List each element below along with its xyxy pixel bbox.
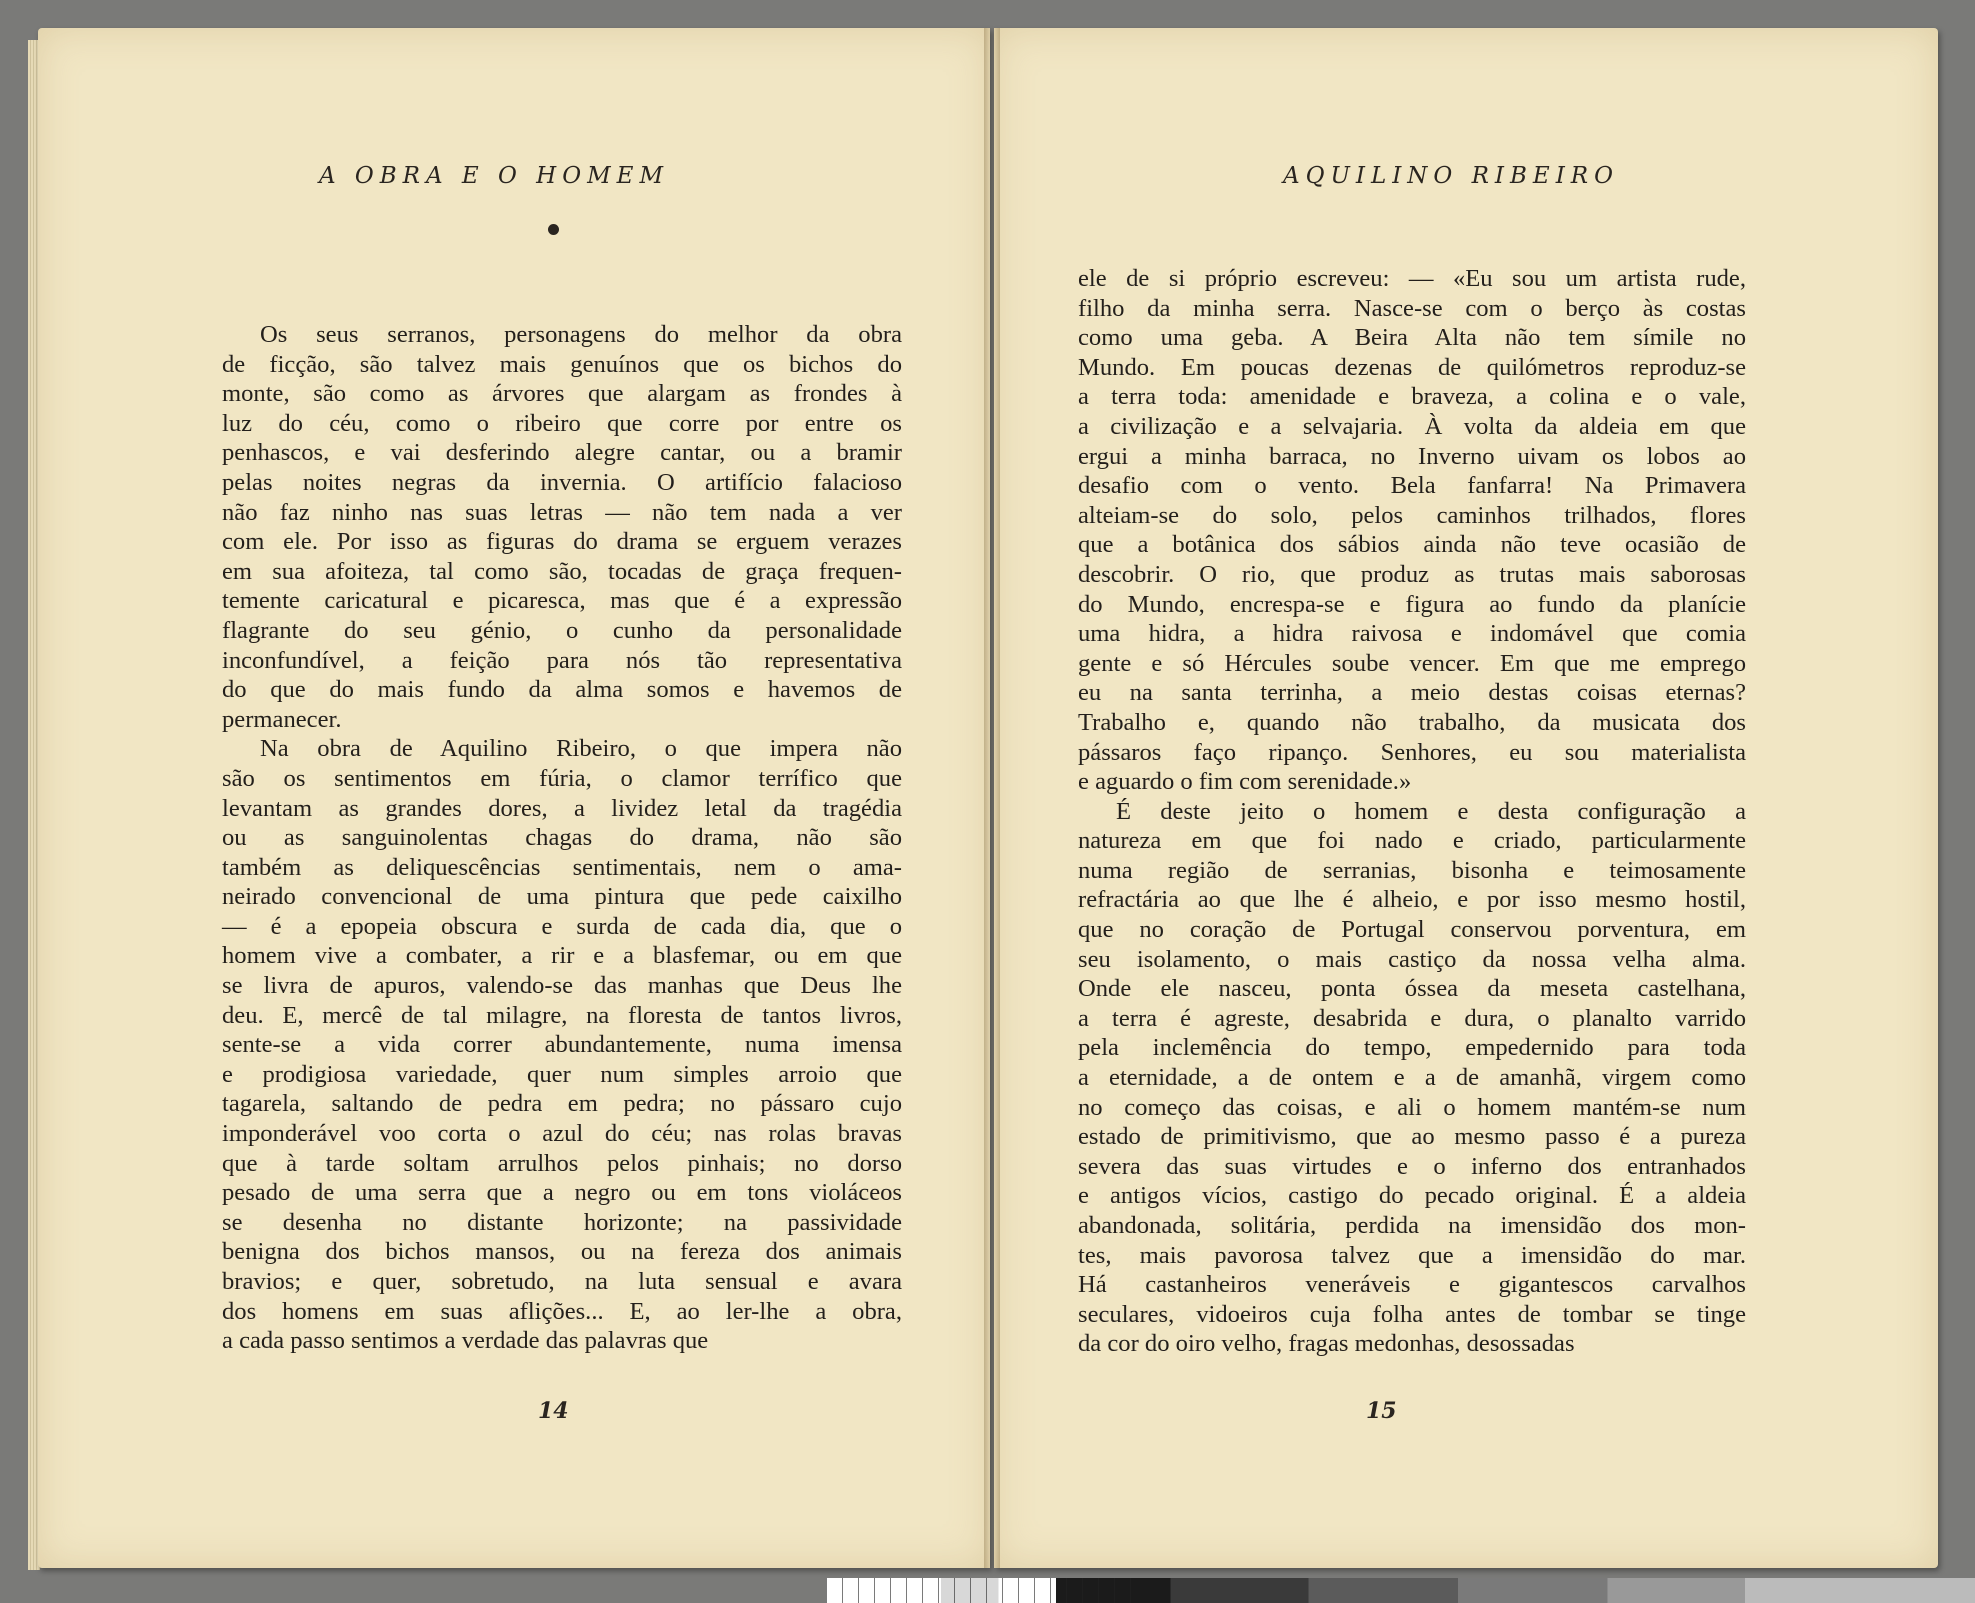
text-line: desafio com o vento. Bela fanfarra! Na Primavera — [1078, 472, 1746, 500]
text-line: com ele. Por isso as figuras do drama se erguem verazes — [222, 528, 902, 556]
text-line: gente e só Hércules soube vencer. Em que me emprego — [1078, 649, 1746, 677]
text-line: Trabalho e, quando não trabalho, da musicata dos — [1078, 708, 1746, 736]
text-line: ele de si próprio escreveu: — «Eu sou um artista rude, — [1078, 265, 1746, 292]
text-line: levantam as grandes dores, a lividez letal da tragédia — [222, 794, 902, 822]
left-page-number: 14 — [538, 1398, 569, 1424]
text-line: que no coração de Portugal conservou porventura, em — [1078, 916, 1746, 944]
text-line: que à tarde soltam arrulhos pelos pinhais; no dorso — [222, 1149, 902, 1177]
text-line: do Mundo, encrespa-se e figura ao fundo da planície — [1078, 590, 1746, 618]
text-line: — é a epopeia obscura e surda de cada dia, que o — [222, 912, 902, 940]
text-line: numa região de serranias, bisonha e teimosamente — [1078, 856, 1746, 884]
text-line: homem vive a combater, a rir e a blasfemar, ou em que — [222, 942, 902, 970]
text-line: ou as sanguinolentas chagas do drama, não são — [222, 824, 902, 852]
text-line: pelas noites negras da invernia. O artifício falacioso — [222, 468, 902, 496]
right-body-text — [1078, 264, 1746, 1359]
text-line: abandonada, solitária, perdida na imensidão dos mon- — [1078, 1212, 1746, 1239]
text-line: não faz ninho nas suas letras — não tem nada a ver — [222, 498, 902, 526]
text-line: filho da minha serra. Nasce-se com o berço às costas — [1078, 294, 1746, 322]
text-line: É deste jeito o homem e desta configuração a — [1116, 797, 1746, 825]
text-line: da cor do oiro velho, fragas medonhas, desossadas — [1078, 1330, 1575, 1358]
text-line: de ficção, são talvez mais genuínos que os bichos do — [222, 350, 902, 378]
text-line: são os sentimentos em fúria, o clamor terrífico que — [222, 764, 902, 792]
text-line: a terra toda: amenidade e braveza, a colina e o vale, — [1078, 383, 1746, 411]
text-line: refractária ao que lhe é alheio, e por isso mesmo hostil, — [1078, 886, 1746, 914]
text-line: estado de primitivismo, que ao mesmo passo é a pureza — [1078, 1123, 1746, 1151]
text-line: que a botânica dos sábios ainda não teve ocasião de — [1078, 531, 1746, 559]
right-page — [994, 28, 1938, 1568]
left-body-text — [222, 320, 902, 1356]
text-line: a eternidade, a de ontem e a de amanhã, virgem como — [1078, 1064, 1746, 1092]
text-line: seculares, vidoeiros cuja folha antes de tombar se tinge — [1078, 1300, 1746, 1328]
text-line: monte, são como as árvores que alargam as frondes à — [222, 380, 902, 408]
text-line: natureza em que foi nado e criado, particularmente — [1078, 827, 1746, 855]
text-line: severa das suas virtudes e o inferno dos entranhados — [1078, 1152, 1746, 1180]
text-line: Na obra de Aquilino Ribeiro, o que impera não — [260, 735, 902, 763]
text-line: imponderável voo corta o azul do céu; nas rolas bravas — [222, 1120, 902, 1148]
text-line: seu isolamento, o mais castiço da nossa velha alma. — [1078, 945, 1746, 973]
text-line: uma hidra, a hidra raivosa e indomável que comia — [1078, 620, 1746, 648]
text-line: bravios; e quer, sobretudo, na luta sensual e avara — [222, 1268, 902, 1295]
text-line: luz do céu, como o ribeiro que corre por entre os — [222, 409, 902, 437]
text-line: penhascos, e vai desferindo alegre cantar, ou a bramir — [222, 439, 902, 467]
right-page-number: 15 — [1366, 1398, 1397, 1424]
text-line: em sua afoiteza, tal como são, tocadas de graça frequen- — [222, 557, 902, 585]
text-line: a civilização e a selvajaria. À volta da aldeia em que — [1078, 412, 1746, 440]
text-line: tagarela, saltando de pedra em pedra; no pássaro cujo — [222, 1090, 902, 1118]
left-running-head: A OBRA E O HOMEM — [319, 163, 669, 189]
text-line: se livra de apuros, valendo-se das manhas que Deus lhe — [222, 972, 902, 1000]
text-line: a terra é agreste, desabrida e dura, o planalto varrido — [1078, 1004, 1746, 1032]
text-line: também as deliquescências sentimentais, nem o ama- — [222, 853, 902, 881]
gutter — [984, 28, 1000, 1568]
text-line: permanecer. — [222, 705, 342, 733]
text-line: eu na santa terrinha, a meio destas coisas eternas? — [1078, 679, 1746, 707]
ornament-dot — [548, 224, 559, 235]
text-line: Onde ele nasceu, ponta óssea da meseta castelhana, — [1078, 975, 1746, 1003]
text-line: no começo das coisas, e ali o homem mantém-se num — [1078, 1093, 1746, 1121]
text-line: e aguardo o fim com serenidade.» — [1078, 768, 1412, 796]
text-line: descobrir. O rio, que produz as trutas mais saborosas — [1078, 560, 1746, 588]
text-line: pesado de uma serra que a negro ou em tons violáceos — [222, 1179, 902, 1207]
text-line: do que do mais fundo da alma somos e havemos de — [222, 676, 902, 704]
text-line: benigna dos bichos mansos, ou na fereza dos animais — [222, 1238, 902, 1266]
text-line: ergui a minha barraca, no Inverno uivam os lobos ao — [1078, 442, 1746, 470]
text-line: dos homens em suas aflições... E, ao ler-lhe a obra, — [222, 1297, 902, 1325]
text-line: flagrante do seu génio, o cunho da personalidade — [222, 616, 902, 644]
text-line: Mundo. Em poucas dezenas de quilómetros reproduz-se — [1078, 353, 1746, 381]
text-line: temente caricatural e picaresca, mas que é a expressão — [222, 587, 902, 615]
text-line: pássaros faço ripanço. Senhores, eu sou materialista — [1078, 738, 1746, 766]
text-line: Há castanheiros veneráveis e gigantescos carvalhos — [1078, 1271, 1746, 1299]
text-line: pela inclemência do tempo, empedernido para toda — [1078, 1034, 1746, 1062]
text-line: e antigos vícios, castigo do pecado original. É a aldeia — [1078, 1182, 1746, 1210]
text-line: inconfundível, a feição para nós tão representativa — [222, 646, 902, 674]
text-line: se desenha no distante horizonte; na passividade — [222, 1208, 902, 1236]
left-page — [38, 28, 990, 1568]
text-line: e prodigiosa variedade, quer num simples arroio que — [222, 1060, 902, 1088]
text-line: neirado convencional de uma pintura que pede caixilho — [222, 883, 902, 911]
scale-ticks — [826, 1578, 1146, 1603]
text-line: sente-se a vida correr abundantemente, numa imensa — [222, 1031, 902, 1059]
text-line: tes, mais pavorosa talvez que a imensidão do mar. — [1078, 1241, 1746, 1269]
right-running-head: AQUILINO RIBEIRO — [1283, 163, 1619, 189]
text-line: a cada passo sentimos a verdade das palavras que — [222, 1327, 709, 1355]
text-line: alteiam-se do solo, pelos caminhos trilhados, flores — [1078, 501, 1746, 529]
text-line: Os seus serranos, personagens do melhor da obra — [260, 321, 902, 348]
text-line: deu. E, mercê de tal milagre, na floresta de tantos livros, — [222, 1001, 902, 1029]
text-line: como uma geba. A Beira Alta não tem símile no — [1078, 324, 1746, 352]
